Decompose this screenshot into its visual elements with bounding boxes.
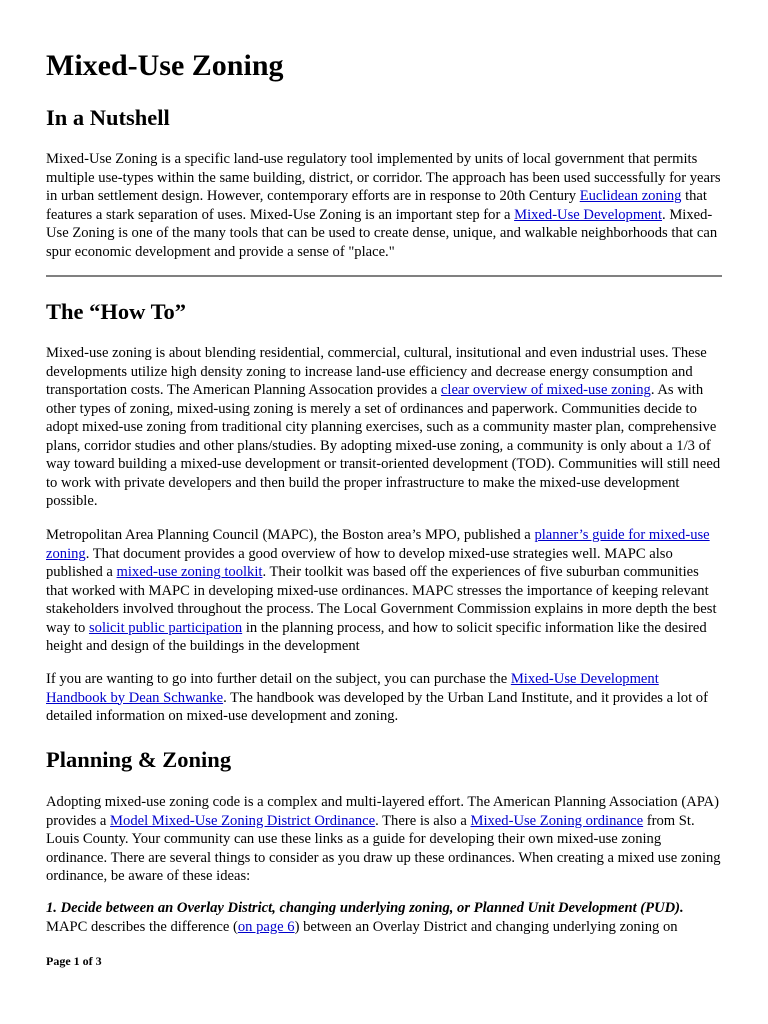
- text-run: that features a stark separation of uses. Mixed-Use Zoning is an important step for a: [46, 188, 707, 223]
- planning-paragraph-1: [46, 793, 722, 886]
- section-heading-nutshell: In a Nutshell: [46, 105, 170, 130]
- text-run: Metropolitan Area Planning Council (MAPC), the Boston area’s MPO, published a: [46, 527, 535, 543]
- text-run: Adopting mixed-use zoning code is a complex and multi-layered effort. The American Planning Association (APA) provides a: [46, 794, 719, 829]
- text-run: . Mixed-Use Zoning is one of the many tools that can be used to create dense, unique, and walkable neighborhoods that can spur economic development and provide a sense of "place.": [46, 206, 718, 260]
- euclidean-zoning-link[interactable]: Euclidean zoning: [579, 188, 682, 204]
- planning-item-1: [46, 899, 722, 936]
- page-6-link[interactable]: on page 6: [237, 918, 295, 935]
- model-ordinance-link[interactable]: Model Mixed-Use Zoning District Ordinance: [110, 812, 376, 829]
- page-title: Mixed-Use Zoning: [46, 49, 284, 82]
- public-participation-link[interactable]: solicit public participation: [88, 619, 243, 636]
- page-footer: Page 1 of 3: [46, 954, 102, 968]
- text-run: . There is also a: [375, 812, 471, 829]
- text-run: MAPC describes the difference (: [46, 918, 238, 935]
- planners-guide-link[interactable]: planner’s guide for mixed-use zoning: [46, 527, 710, 562]
- nutshell-paragraph: [46, 150, 722, 261]
- text-run: . Their toolkit was based off the experiences of five suburban communities that worked with MAPC in developing mixed-use ordinances. MAPC stresses the importance of keeping relevant stakeholders involved throughout the process. The Local Government Commission explains in more depth the best way to: [46, 564, 717, 636]
- st-louis-ordinance-link[interactable]: Mixed-Use Zoning ordinance: [470, 812, 644, 829]
- mixed-use-development-link[interactable]: Mixed-Use Development: [514, 206, 663, 223]
- how-to-paragraph-2: [46, 526, 722, 656]
- text-run: ) between an Overlay District and changing underlying zoning on: [294, 918, 678, 935]
- zoning-toolkit-link[interactable]: mixed-use zoning toolkit: [116, 564, 263, 580]
- item-1-heading: 1. Decide between an Overlay District, changing underlying zoning, or Planned Unit Development (PUD).: [46, 900, 684, 916]
- text-run: . As with other types of zoning, mixed-using zoning is merely a set of ordinances and paperwork. Communities decide to adopt mixed-use zoning from traditional city planning exercises, such as a community master plan, comprehensive plans, corridor studies and other plans/studies. By adopting mixed-use zoning, a community is only about a 1/3 of way toward building a mixed-use development or transit-oriented development (TOD). Communities will still need to work with private developers and then build the proper infrastructure to make the mixed-use development possible.: [46, 382, 721, 509]
- text-run: Mixed-use zoning is about blending residential, commercial, cultural, insitutional and even industrial uses. These developments utilize high density zoning to increase land-use efficiency and decrease energy consumption and transportation costs. The American Planning Assocation provides a: [46, 345, 707, 398]
- text-run: Mixed-Use Zoning is a specific land-use regulatory tool implemented by units of local government that permits multiple use-types within the same building, district, or corridor. The approach has been used successfully for years in urban settlement design. However, contemporary efforts are in response to 20th Century: [46, 151, 721, 204]
- text-run: . That document provides a good overview of how to develop mixed-use strategies well. MAPC also published a: [46, 545, 673, 580]
- handbook-link[interactable]: Mixed-Use Development Handbook by Dean Schwanke: [46, 671, 659, 706]
- how-to-paragraph-3: [46, 670, 722, 726]
- text-run: in the planning process, and how to solicit specific information like the desired height and design of the buildings in the development: [46, 619, 707, 654]
- text-run: If you are wanting to go into further detail on the subject, you can purchase the: [46, 671, 511, 687]
- how-to-paragraph-1: [46, 344, 722, 511]
- section-heading-planning-zoning: Planning & Zoning: [46, 747, 232, 772]
- section-heading-how-to: The “How To”: [46, 299, 187, 324]
- section-divider: [46, 275, 722, 277]
- text-run: from St. Louis County. Your community can use these links as a guide for developing their own mixed-use zoning ordinance. There are several things to consider as you draw up these ordinances. When creating a mixed use zoning ordinance, be aware of these ideas:: [46, 812, 721, 884]
- text-run: . The handbook was developed by the Urban Land Institute, and it provides a lot of detailed information on mixed-use development and zoning.: [46, 689, 708, 724]
- clear-overview-link[interactable]: clear overview of mixed-use zoning: [440, 382, 651, 398]
